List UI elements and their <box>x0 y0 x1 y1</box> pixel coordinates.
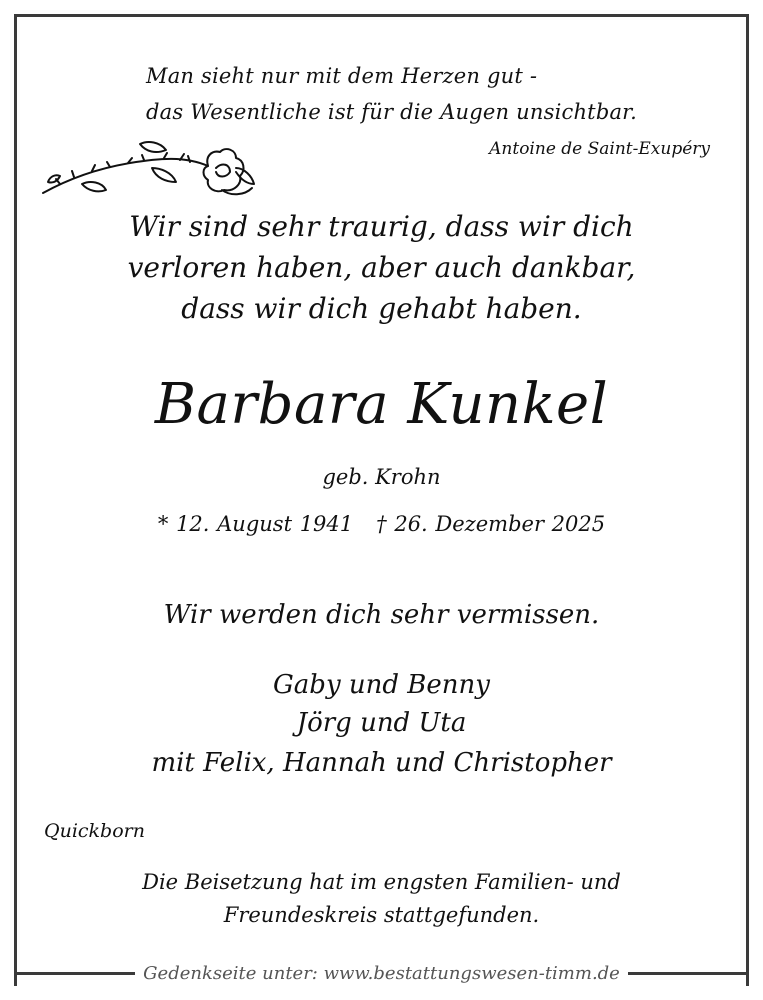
footer-rule-right <box>628 972 749 975</box>
quote-line-2: das Wesentliche ist für die Augen unsichtbar. <box>146 100 637 124</box>
quote-author: Antoine de Saint-Exupéry <box>489 139 710 159</box>
family-line-3: mit Felix, Hannah und Christopher <box>151 748 612 778</box>
life-dates: * 12. August 1941 † 26. Dezember 2025 <box>157 512 606 536</box>
lead-line-3: dass wir dich gehabt haben. <box>181 292 582 325</box>
lead-line-1: Wir sind sehr traurig, dass wir dich <box>129 210 634 243</box>
footer <box>14 958 749 988</box>
burial-line-1: Die Beisetzung hat im engsten Familien- und <box>142 870 621 894</box>
rose-icon <box>40 138 270 200</box>
farewell-message: Wir werden dich sehr vermissen. <box>163 600 600 630</box>
lead-line-2: verloren haben, aber auch dankbar, <box>127 251 636 284</box>
maiden-name: geb. Krohn <box>322 465 441 489</box>
burial-line-2: Freundeskreis stattgefunden. <box>223 903 540 927</box>
family-line-2: Jörg und Uta <box>296 708 467 738</box>
quote-line-1: Man sieht nur mit dem Herzen gut - <box>146 64 538 88</box>
place: Quickborn <box>44 820 145 842</box>
footer-rule-left <box>14 972 135 975</box>
family-line-1: Gaby und Benny <box>273 670 490 700</box>
memorial-page-link[interactable]: Gedenkseite unter: www.bestattungswesen-timm.de <box>143 962 620 984</box>
deceased-name: Barbara Kunkel <box>154 372 609 437</box>
